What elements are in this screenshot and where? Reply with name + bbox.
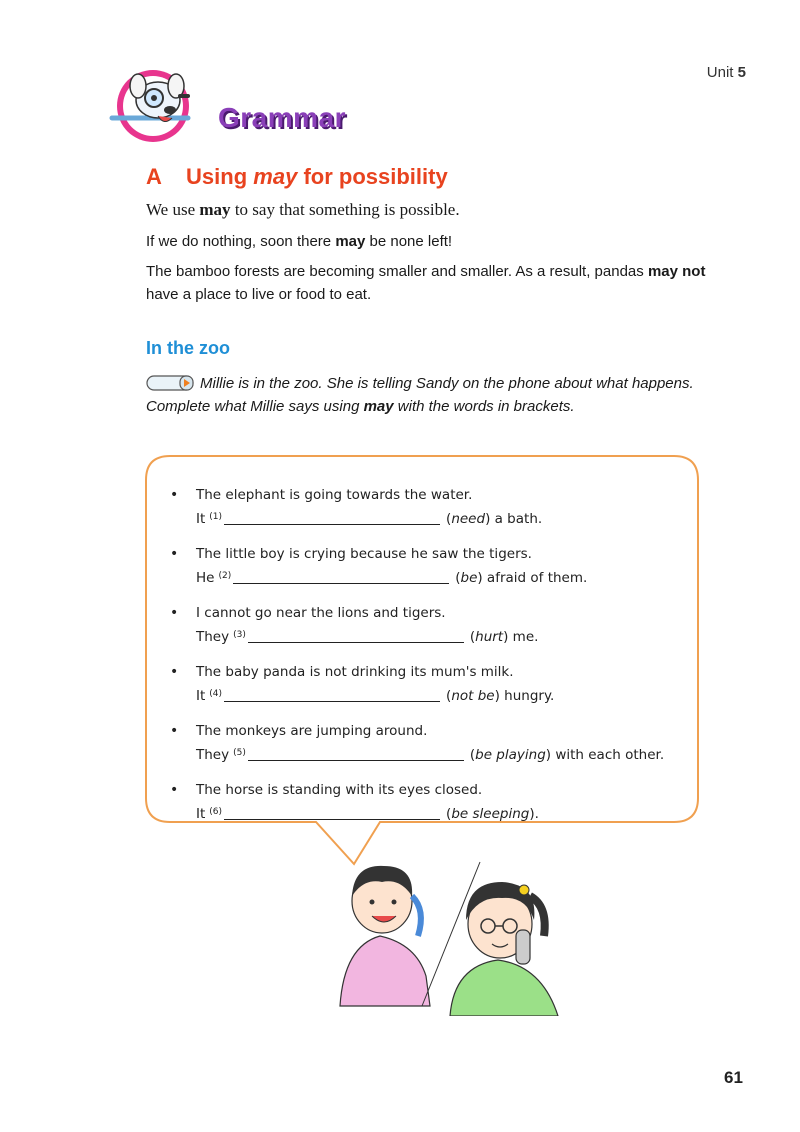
- exercise-list: [170, 484, 680, 838]
- exercise-number: (3): [233, 630, 246, 640]
- section-title-part1: Using: [186, 164, 248, 189]
- example2-pre: The bamboo forests are becoming smaller and smaller. As a result, pandas: [146, 263, 644, 280]
- exercise-item-5: [170, 720, 680, 766]
- bullet: •: [170, 546, 179, 562]
- bullet: •: [170, 664, 179, 680]
- rule-bold: may: [199, 200, 231, 219]
- unit-number: 5: [737, 64, 746, 81]
- hint-verb: be playing: [475, 747, 546, 763]
- subheading: In the zoo: [146, 338, 230, 358]
- exercise-answer-line: [196, 565, 680, 589]
- exercise-number: (2): [218, 571, 232, 581]
- hint-rest: ).: [529, 806, 539, 822]
- exercise-answer-line: [196, 506, 680, 530]
- example2-bold2: not: [682, 263, 706, 280]
- bullet: •: [170, 723, 179, 739]
- exercise-sentence: The little boy is crying because he saw the tigers.: [196, 546, 532, 562]
- hint-open: (: [446, 511, 452, 527]
- exercise-subject: He: [196, 570, 215, 586]
- exercise-answer-line: [196, 683, 680, 707]
- kids-on-phone-illustration: [330, 856, 580, 1016]
- exercise-number: (5): [233, 748, 246, 758]
- answer-blank-3[interactable]: [248, 628, 464, 643]
- section-heading: [146, 164, 448, 190]
- example1-pre: If we do nothing, soon there: [146, 233, 332, 250]
- exercise-subject: It: [196, 806, 206, 822]
- example2-post: have a place to live or food to eat.: [146, 286, 372, 303]
- exercise-sentence: I cannot go near the lions and tigers.: [196, 605, 446, 621]
- exercise-item-1: [170, 484, 680, 530]
- rule-post: to say that something is possible.: [234, 200, 460, 219]
- section-title-italic: may: [253, 164, 298, 189]
- example1-post: be none left!: [369, 233, 453, 250]
- exercise-subject: It: [196, 511, 206, 527]
- exercise-number: (4): [209, 689, 223, 699]
- example-sentence-2: [146, 260, 736, 306]
- exercise-item-6: [170, 779, 680, 825]
- bullet: •: [170, 782, 179, 798]
- exercise-answer-line: [196, 624, 680, 648]
- page-number: 61: [724, 1068, 743, 1087]
- hint-verb: be: [460, 570, 478, 586]
- answer-blank-2[interactable]: [233, 569, 449, 584]
- exercise-answer-line: [196, 742, 680, 766]
- hint-rest: ) me.: [503, 629, 539, 645]
- example2-bold1: may: [647, 263, 678, 280]
- hint-open: (: [446, 688, 452, 704]
- exercise-item-4: [170, 661, 680, 707]
- answer-blank-1[interactable]: [224, 510, 440, 525]
- audio-play-icon: [146, 375, 194, 391]
- exercise-number: (6): [209, 807, 223, 817]
- example-sentence-1: [146, 230, 452, 253]
- instruction-part1: Millie is in the zoo. She is telling Sandy on the phone about what happens. Complete what Millie says using: [146, 375, 694, 415]
- example1-bold: may: [335, 233, 366, 250]
- hint-verb: not be: [451, 688, 495, 704]
- hint-rest: ) a bath.: [485, 511, 543, 527]
- hint-rest: ) hungry.: [494, 688, 555, 704]
- exercise-sentence: The elephant is going towards the water.: [196, 487, 473, 503]
- exercise-answer-line: [196, 801, 680, 825]
- hint-open: (: [469, 629, 476, 645]
- exercise-sentence: The monkeys are jumping around.: [196, 723, 428, 739]
- grammar-title: Grammar: [218, 102, 347, 133]
- instruction-bold: may: [363, 398, 394, 415]
- exercise-number: (1): [209, 512, 223, 522]
- answer-blank-4[interactable]: [224, 687, 440, 702]
- hint-open: (: [469, 747, 476, 763]
- answer-blank-6[interactable]: [224, 805, 440, 820]
- rule-pre: We use: [146, 200, 196, 219]
- hint-rest: ) with each other.: [545, 747, 665, 763]
- bullet: •: [170, 487, 179, 503]
- instruction: [146, 372, 746, 418]
- unit-word: Unit: [706, 64, 734, 81]
- hint-verb: hurt: [475, 629, 504, 645]
- hint-verb: need: [451, 511, 486, 527]
- section-letter: A: [146, 164, 162, 189]
- exercise-item-3: [170, 602, 680, 648]
- exercise-sentence: The horse is standing with its eyes closed.: [196, 782, 483, 798]
- exercise-item-2: [170, 543, 680, 589]
- hint-verb: be sleeping: [451, 806, 530, 822]
- exercise-subject: It: [196, 688, 206, 704]
- exercise-subject: They: [196, 747, 230, 763]
- exercise-sentence: The baby panda is not drinking its mum's milk.: [196, 664, 514, 680]
- exercise-subject: They: [196, 629, 230, 645]
- hint-open: (: [446, 806, 452, 822]
- rule-line: [146, 200, 460, 220]
- instruction-part2: with the words in brackets.: [397, 398, 575, 415]
- unit-label: [707, 64, 746, 81]
- section-title-part2: for possibility: [303, 164, 448, 189]
- hint-open: (: [455, 570, 461, 586]
- hint-rest: ) afraid of them.: [477, 570, 588, 586]
- answer-blank-5[interactable]: [248, 746, 464, 761]
- bullet: •: [170, 605, 179, 621]
